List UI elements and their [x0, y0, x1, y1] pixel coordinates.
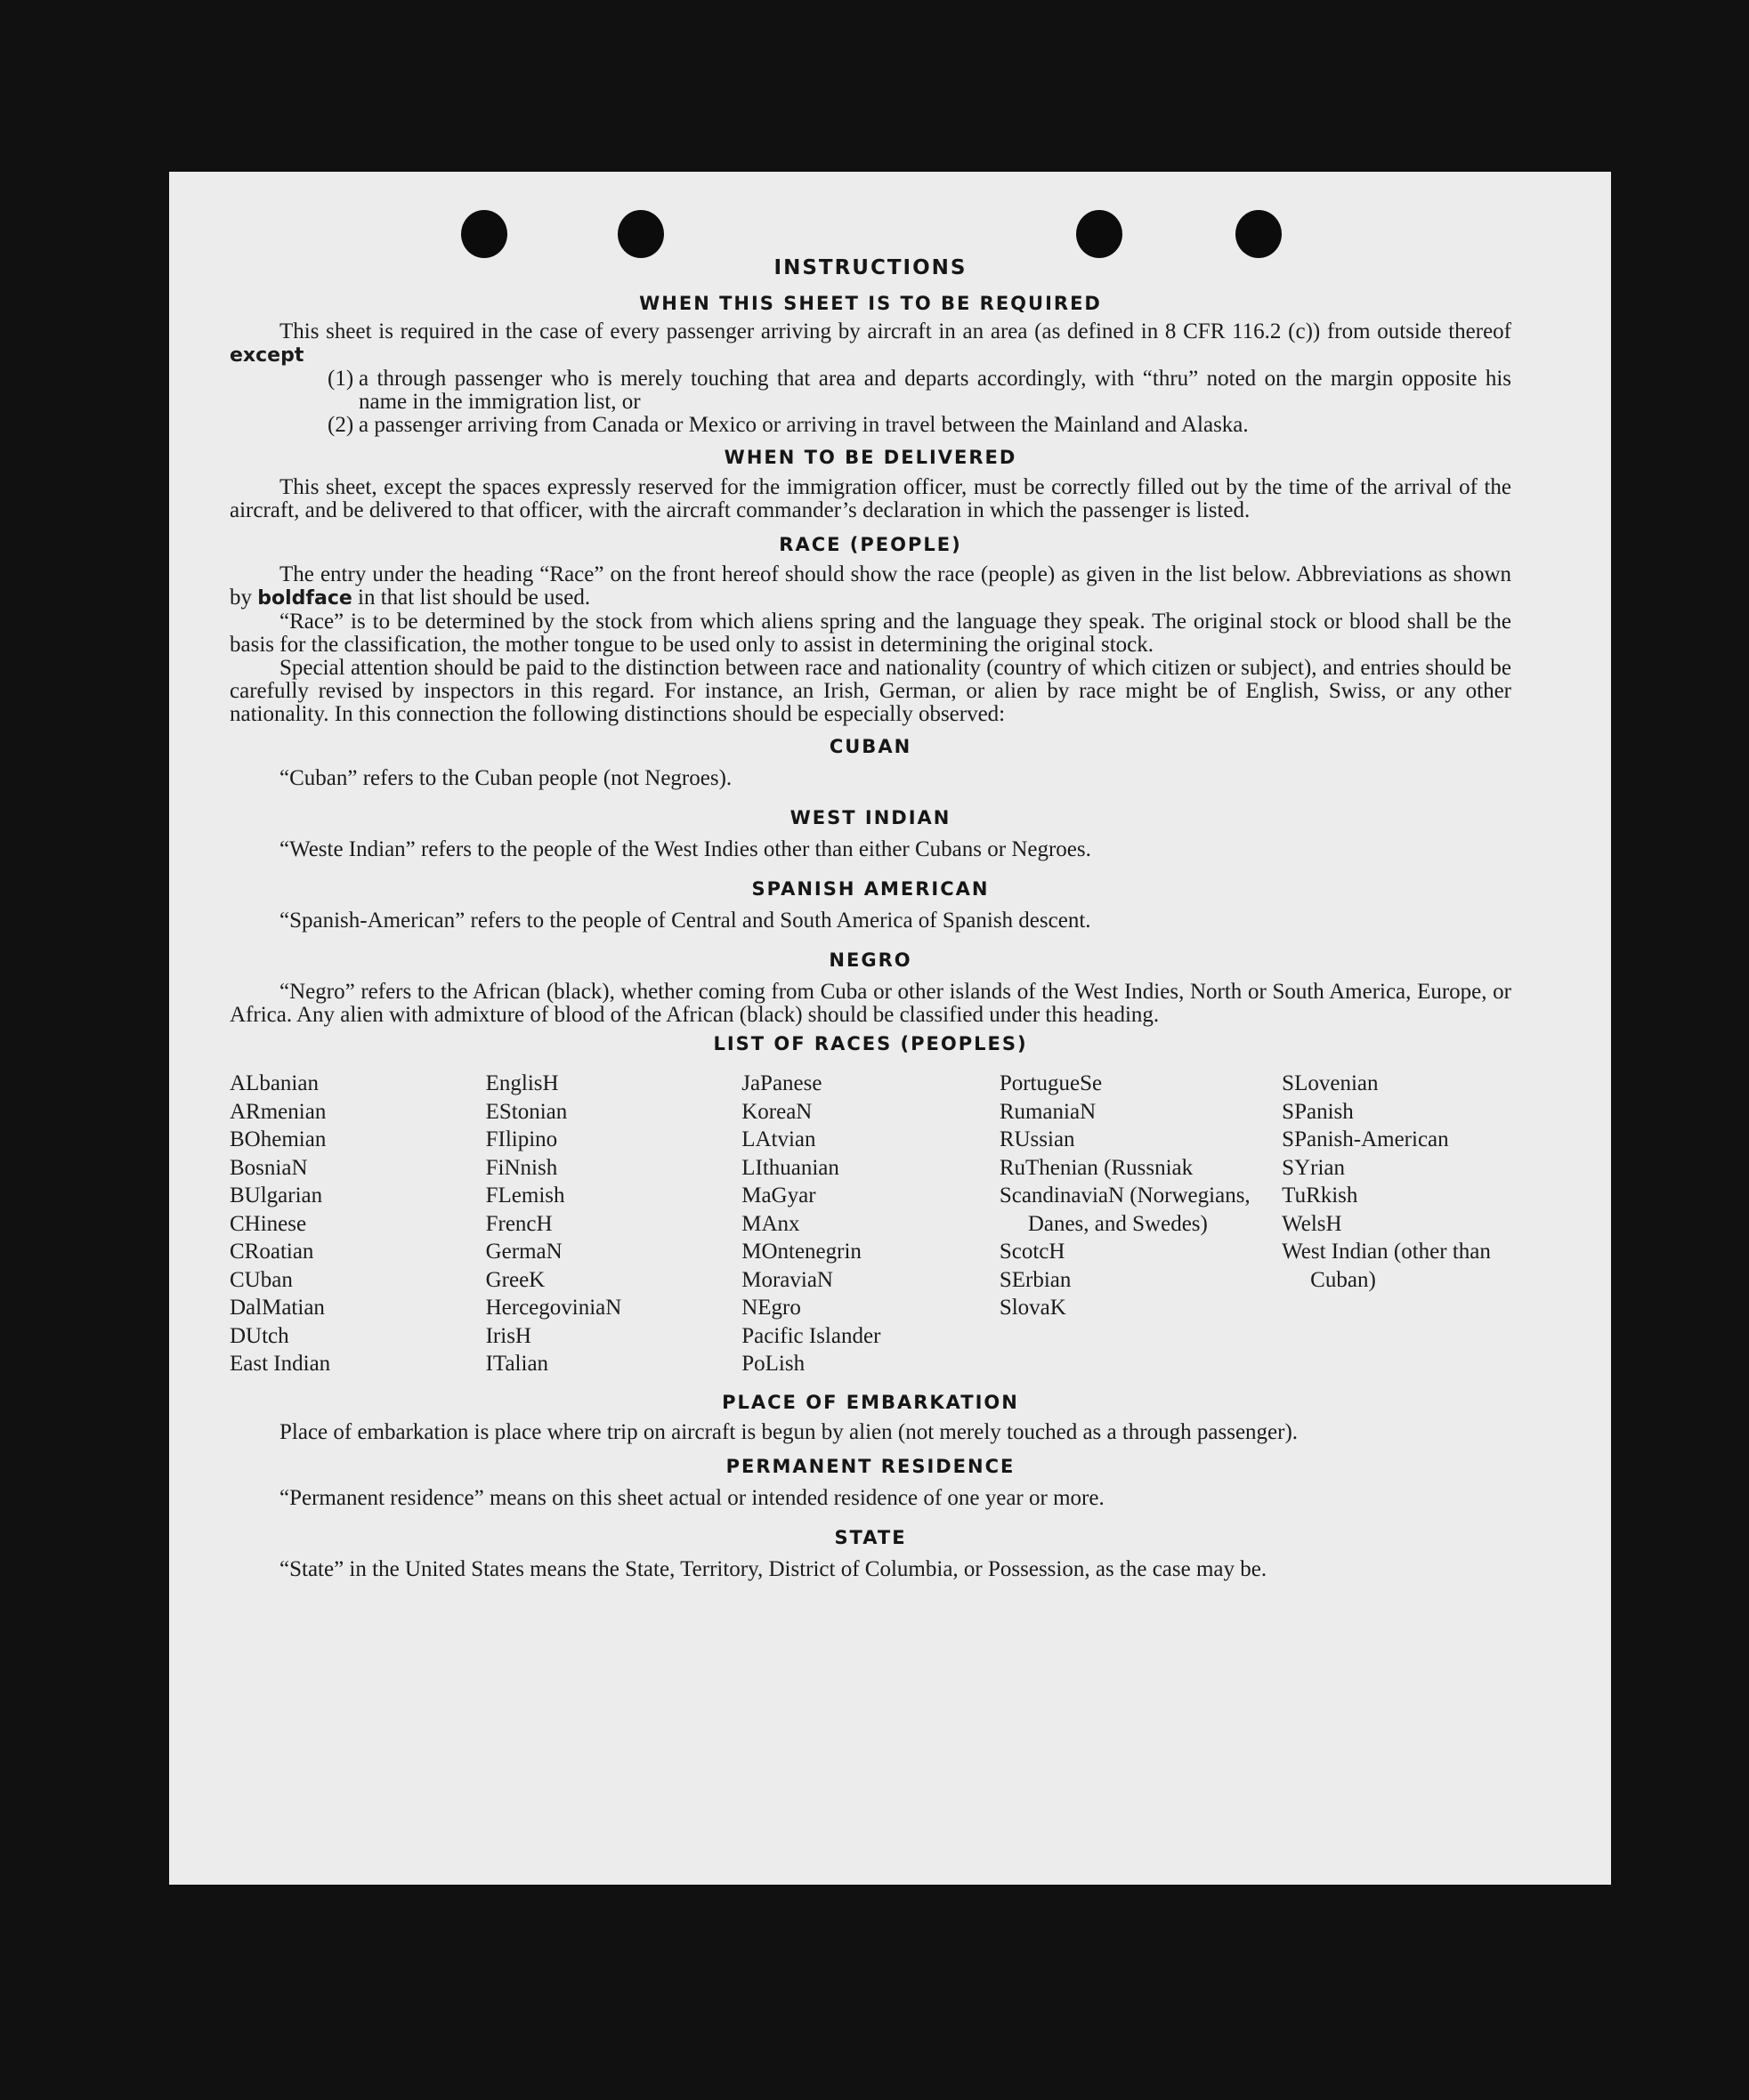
heading-when-required: WHEN THIS SHEET IS TO BE REQUIRED	[639, 293, 1102, 314]
race-item: BOhemian	[230, 1127, 327, 1151]
races-column-1	[230, 1070, 486, 1378]
heading-list-of-races: LIST OF RACES (PEOPLES)	[713, 1033, 1028, 1054]
race-item: RUssian	[999, 1127, 1075, 1151]
race-item: SYrian	[1282, 1155, 1345, 1180]
race-item: RuThenian (Russniak	[999, 1155, 1194, 1180]
keyword-boldface: boldface	[257, 587, 352, 610]
heading-place-of-embarkation: PLACE OF EMBARKATION	[722, 1391, 1019, 1413]
races-column-2	[486, 1070, 742, 1378]
race-item: SPanish-American	[1282, 1127, 1449, 1151]
item-number: (2)	[328, 413, 354, 437]
race-item: HercegoviniaN	[485, 1296, 622, 1320]
heading-when-delivered: WHEN TO BE DELIVERED	[724, 447, 1017, 468]
race-item: PortugueSe	[999, 1071, 1103, 1095]
list-item-exception-2	[328, 414, 1511, 437]
document-title: INSTRUCTIONS	[773, 256, 968, 279]
item-text: a through passenger who is merely touching that area and departs accordingly, with “thru” noted on the margin opposite his name in the immigration list, or	[359, 367, 1511, 414]
race-item: NEgro	[741, 1296, 801, 1320]
punch-hole	[461, 210, 507, 258]
race-item: DUtch	[230, 1323, 289, 1348]
text-required-intro: This sheet is required in the case of every passenger arriving by aircraft in an area (as defined in 8 CFR 116.2 (c)) from outside thereof	[279, 319, 1511, 343]
heading-state: STATE	[834, 1526, 907, 1548]
race-item: GreeK	[485, 1267, 546, 1292]
race-item: EnglisH	[485, 1071, 559, 1095]
race-item: SErbian	[999, 1267, 1072, 1292]
race-item: ITalian	[485, 1352, 549, 1376]
race-item: GermaN	[485, 1240, 563, 1264]
race-item: CRoatian	[230, 1240, 314, 1264]
race-item: FiNnish	[485, 1155, 558, 1180]
race-item: Pacific Islander	[741, 1323, 881, 1348]
text-race-1b: in that list should be used.	[358, 586, 591, 610]
race-item: East Indian	[230, 1352, 331, 1376]
race-item: ScandinaviaN (Norwegians, Danes, and Swedes)	[999, 1183, 1251, 1236]
punch-hole	[1235, 210, 1282, 258]
paragraph-residence: “Permanent residence” means on this sheet actual or intended residence of one year or more.	[279, 1485, 1105, 1510]
race-item: SLovenian	[1282, 1071, 1379, 1095]
paragraph-west-indian: “Weste Indian” refers to the people of the West Indies other than either Cubans or Negroes.	[279, 837, 1091, 861]
races-column-3	[741, 1070, 1000, 1378]
paragraph-negro: “Negro” refers to the African (black), whether coming from Cuba or other islands of the West Indies, North or South America, Europe, or Africa. Any alien with admixture of blood of the African (black) should be classified under this heading.	[230, 980, 1511, 1027]
race-item: ALbanian	[230, 1071, 319, 1095]
race-item: SPanish	[1282, 1099, 1354, 1124]
races-column-5	[1282, 1070, 1511, 1378]
punch-hole	[1076, 210, 1122, 258]
race-item: LIthuanian	[741, 1155, 839, 1180]
race-item: MAnx	[741, 1211, 800, 1236]
heading-cuban: CUBAN	[829, 736, 912, 757]
paragraph-race-3: Special attention should be paid to the distinction between race and nationality (country of which citizen or subject), and entries should be carefully revised by inspectors in this regard. For instance, an Irish, German, or alien by race might be of English, Swiss, or any other nationality. In this connection the following distinctions should be especially observed:	[230, 656, 1511, 726]
paragraph-cuban: “Cuban” refers to the Cuban people (not Negroes).	[279, 766, 733, 790]
race-item: PoLish	[741, 1352, 806, 1376]
paragraph-spanish-american: “Spanish-American” refers to the people of Central and South America of Spanish descent.	[279, 909, 1091, 933]
race-item: CHinese	[230, 1211, 307, 1236]
heading-permanent-residence: PERMANENT RESIDENCE	[725, 1455, 1016, 1477]
race-item: EStonian	[485, 1099, 568, 1124]
paragraph-race-1	[230, 563, 1511, 610]
race-item: CUban	[230, 1267, 293, 1292]
heading-negro: NEGRO	[829, 949, 912, 971]
race-item: FrencH	[485, 1211, 553, 1236]
race-item: KoreaN	[741, 1099, 813, 1124]
race-item: DalMatian	[230, 1296, 325, 1320]
race-item: BUlgarian	[230, 1183, 323, 1208]
races-column-4	[1000, 1070, 1282, 1378]
paragraph-delivered: This sheet, except the spaces expressly reserved for the immigration officer, must be correctly filled out by the time of the arrival of the aircraft, and be delivered to that officer, with the aircraft commander’s declaration in which the passenger is listed.	[230, 475, 1511, 522]
heading-race: RACE (PEOPLE)	[779, 534, 962, 555]
punch-hole	[618, 210, 664, 258]
text-race-1a: The entry under the heading “Race” on the front hereof should show the race (people) as given in the list below. Abbreviations as shown by	[230, 562, 1511, 610]
keyword-except: except	[230, 344, 304, 367]
race-item: TuRkish	[1282, 1183, 1358, 1208]
heading-spanish-american: SPANISH AMERICAN	[751, 878, 990, 900]
paragraph-required-intro	[230, 320, 1511, 368]
race-item: JaPanese	[741, 1071, 822, 1095]
paragraph-state: “State” in the United States means the State, Territory, District of Columbia, or Possession, as the case may be.	[279, 1556, 1267, 1581]
list-item-exception-1	[328, 368, 1511, 414]
race-item: RumaniaN	[999, 1099, 1097, 1124]
instruction-sheet	[169, 172, 1611, 1885]
race-item: LAtvian	[741, 1127, 816, 1151]
race-item: MOntenegrin	[741, 1240, 862, 1264]
race-item: BosniaN	[230, 1155, 308, 1180]
race-item: SlovaK	[999, 1296, 1066, 1320]
paragraph-embarkation: Place of embarkation is place where trip on aircraft is begun by alien (not merely touched as a through passenger).	[279, 1419, 1299, 1444]
item-text: a passenger arriving from Canada or Mexico or arriving in travel between the Mainland and Alaska.	[359, 413, 1249, 437]
race-item: WelsH	[1282, 1211, 1342, 1236]
race-item: West Indian (other than Cuban)	[1282, 1240, 1491, 1292]
race-item: MaGyar	[741, 1183, 816, 1208]
race-item: FLemish	[485, 1183, 565, 1208]
races-list	[230, 1070, 1511, 1378]
race-item: ScotcH	[999, 1240, 1065, 1264]
race-item: MoraviaN	[741, 1267, 833, 1292]
race-item: ARmenian	[230, 1099, 327, 1124]
heading-west-indian: WEST INDIAN	[789, 807, 951, 828]
paragraph-race-2: “Race” is to be determined by the stock from which aliens spring and the language they speak. The original stock or blood shall be the basis for the classification, the mother tongue to be used only to assist in determining the original stock.	[230, 610, 1511, 657]
race-item: FIlipino	[485, 1127, 558, 1151]
item-number: (1)	[328, 367, 354, 391]
race-item: IrisH	[485, 1323, 531, 1348]
